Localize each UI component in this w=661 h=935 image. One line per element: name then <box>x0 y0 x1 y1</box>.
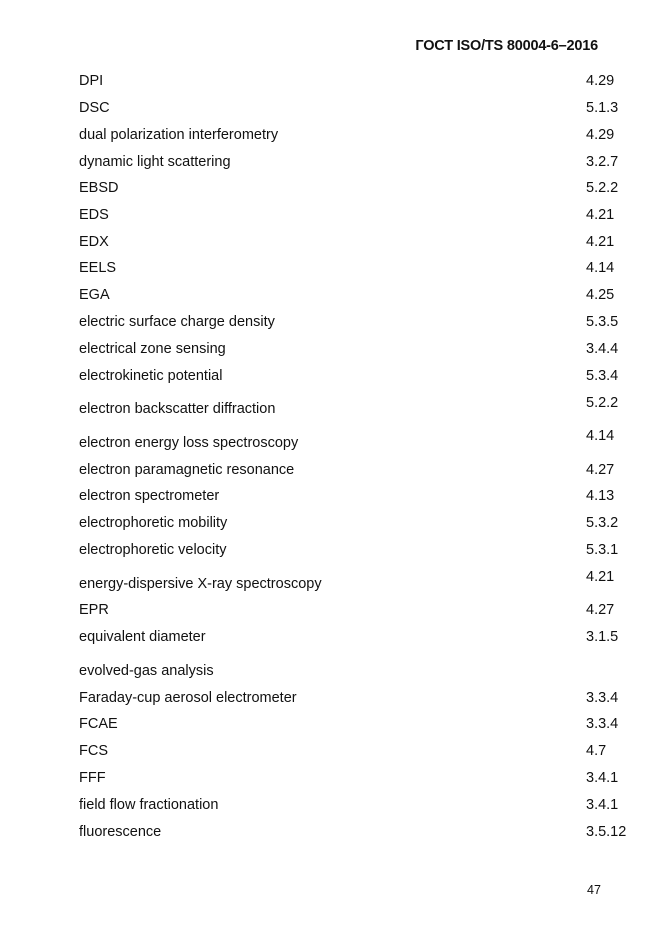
index-row <box>0 662 661 682</box>
index-ref: 4.29 <box>586 127 615 143</box>
index-ref: 4.29 <box>586 73 615 89</box>
index-row <box>0 394 661 417</box>
index-row <box>0 286 661 306</box>
index-ref: 3.4.4 <box>586 341 619 357</box>
index-row <box>0 796 661 816</box>
index-term: electron spectrometer <box>79 488 220 504</box>
index-term: electron paramagnetic resonance <box>79 462 295 478</box>
index-row <box>0 568 661 592</box>
index-term: FFF <box>79 770 106 786</box>
index-term: energy-dispersive X-ray spectroscopy <box>79 576 322 592</box>
index-ref: 4.21 <box>586 569 615 585</box>
index-ref: 3.3.4 <box>586 716 619 732</box>
index-ref: 4.21 <box>586 234 615 250</box>
index-ref: 4.14 <box>586 428 615 444</box>
index-ref: 5.1.3 <box>586 100 619 116</box>
index-term: field flow fractionation <box>79 797 219 813</box>
index-row <box>0 179 661 199</box>
index-row <box>0 72 661 92</box>
index-row <box>0 313 661 333</box>
index-ref: 5.3.2 <box>586 515 619 531</box>
index-ref: 4.27 <box>586 462 615 478</box>
index-ref: 4.13 <box>586 488 615 504</box>
index-row <box>0 233 661 253</box>
index-term: electric surface charge density <box>79 314 275 330</box>
index-term: electron energy loss spectroscopy <box>79 435 299 451</box>
index-row <box>0 206 661 226</box>
index-row <box>0 487 661 507</box>
index-ref: 5.3.4 <box>586 368 619 384</box>
index-term: EBSD <box>79 180 119 196</box>
index-ref: 5.2.2 <box>586 395 619 411</box>
index-row <box>0 99 661 119</box>
index-term: DSC <box>79 100 110 116</box>
index-row <box>0 715 661 735</box>
index-term: dual polarization interferometry <box>79 127 279 143</box>
index-term: EELS <box>79 260 117 276</box>
index-row <box>0 628 661 648</box>
index-ref: 4.7 <box>586 743 607 759</box>
index-term: EPR <box>79 602 109 618</box>
index-ref: 5.3.5 <box>586 314 619 330</box>
index-ref: 3.4.1 <box>586 770 619 786</box>
index-ref: 3.1.5 <box>586 629 619 645</box>
index-term: EDX <box>79 234 109 250</box>
index-row <box>0 541 661 561</box>
index-ref: 4.14 <box>586 260 615 276</box>
index-row <box>0 153 661 173</box>
index-row <box>0 126 661 146</box>
index-term: FCAE <box>79 716 118 732</box>
index-ref: 5.3.1 <box>586 542 619 558</box>
index-term: FCS <box>79 743 108 759</box>
index-term: electrophoretic mobility <box>79 515 228 531</box>
index-ref: 4.27 <box>586 602 615 618</box>
index-term: electrical zone sensing <box>79 341 226 357</box>
index-row <box>0 823 661 843</box>
index-term: fluorescence <box>79 824 162 840</box>
page-number: 47 <box>587 883 601 897</box>
index-row <box>0 367 661 387</box>
index-row <box>0 427 661 451</box>
index-term: electron backscatter diffraction <box>79 401 276 417</box>
index-term: evolved-gas analysis <box>79 663 214 679</box>
index-term: electrophoretic velocity <box>79 542 227 558</box>
index-term: dynamic light scattering <box>79 154 231 170</box>
index-term: electrokinetic potential <box>79 368 223 384</box>
index-term: equivalent diameter <box>79 629 206 645</box>
index-row <box>0 259 661 279</box>
index-row <box>0 514 661 534</box>
index-term: EGA <box>79 287 110 303</box>
index-term: Faraday-cup aerosol electrometer <box>79 690 297 706</box>
index-ref: 3.2.7 <box>586 154 619 170</box>
index-row <box>0 340 661 360</box>
index-term: DPI <box>79 73 104 89</box>
index-ref: 4.21 <box>586 207 615 223</box>
index-ref: 5.2.2 <box>586 180 619 196</box>
index-row <box>0 742 661 762</box>
document-header: ГОСТ ISO/TS 80004-6–2016 <box>415 38 598 54</box>
index-ref: 4.25 <box>586 287 615 303</box>
index-ref: 3.4.1 <box>586 797 619 813</box>
index-term: EDS <box>79 207 109 223</box>
index-row <box>0 461 661 481</box>
index-row <box>0 689 661 709</box>
index-row <box>0 601 661 621</box>
index-ref: 3.5.12 <box>586 824 627 840</box>
index-row <box>0 769 661 789</box>
index-ref: 3.3.4 <box>586 690 619 706</box>
